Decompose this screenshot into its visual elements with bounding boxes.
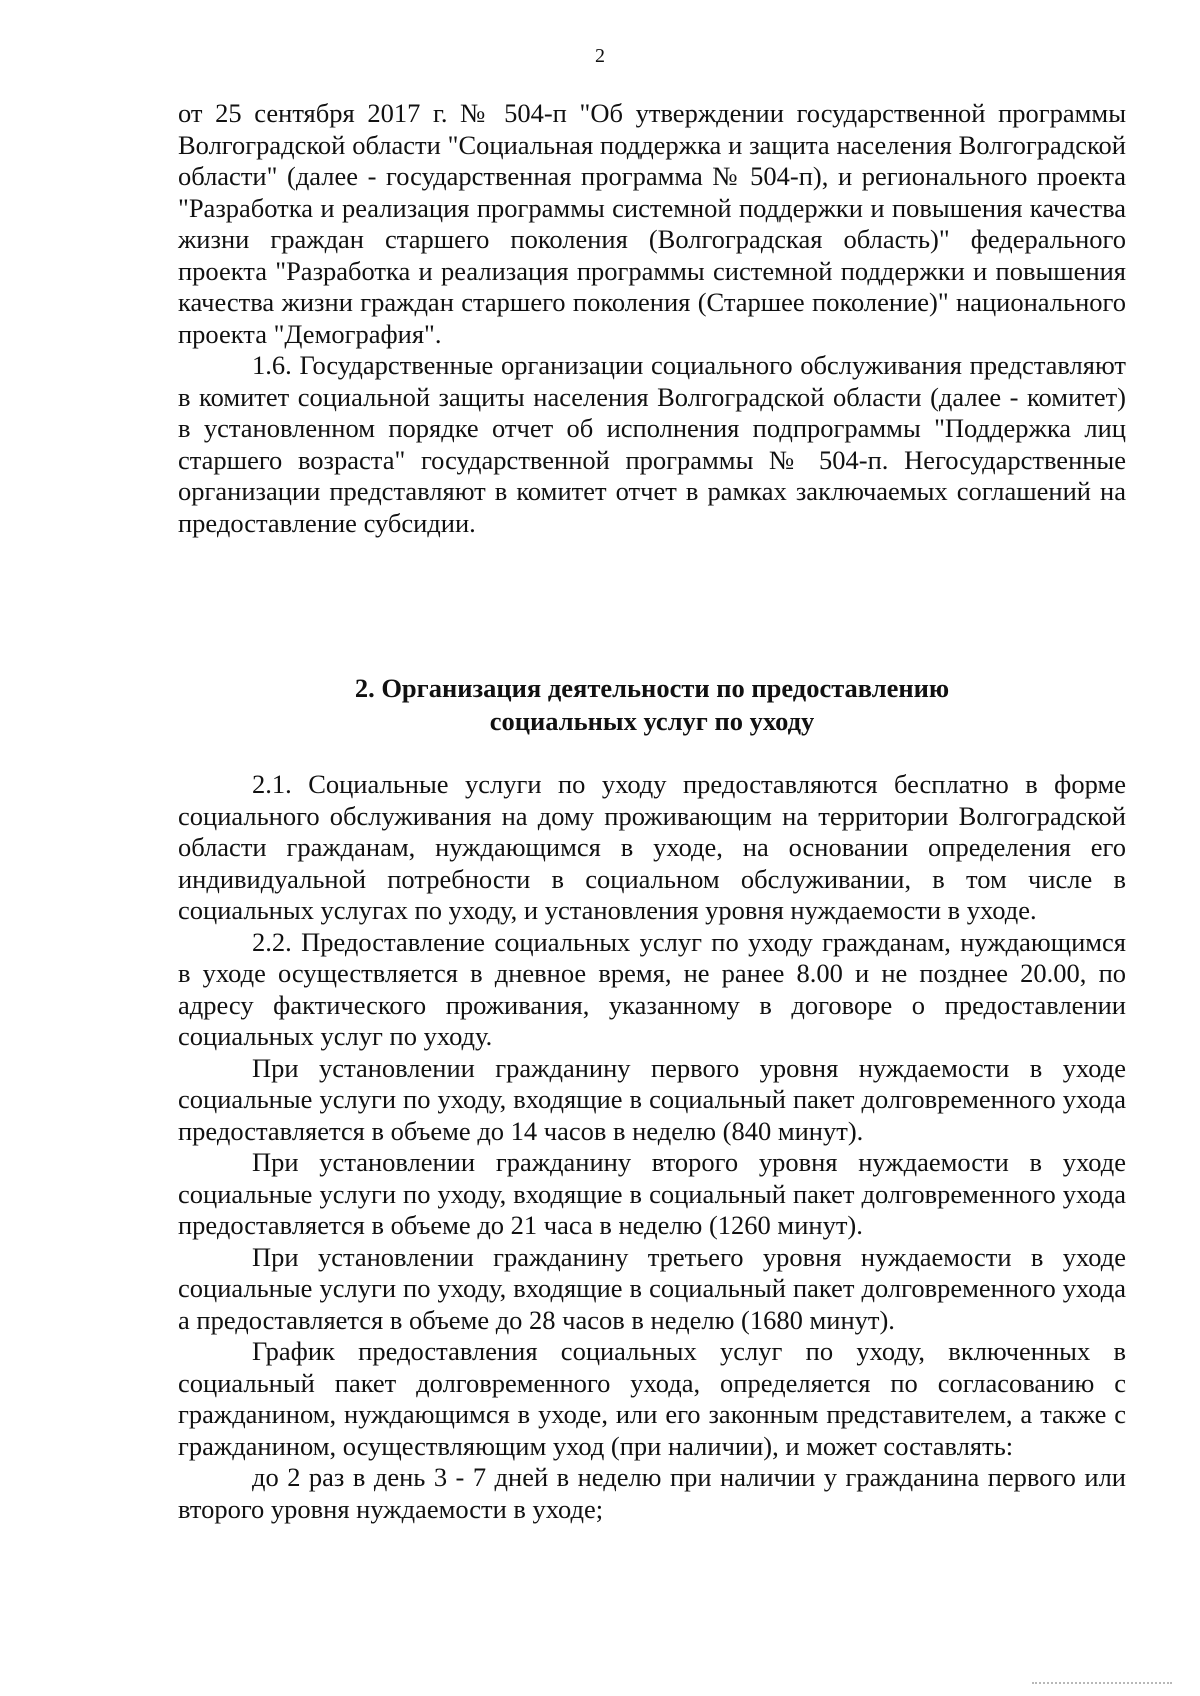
paragraph-schedule-item-1: до 2 раз в день 3 - 7 дней в неделю при наличии у гражданина первого или второго уровня нуждаемости в уходе;: [178, 1462, 1126, 1524]
paragraph-2-2: 2.2. Предоставление социальных услуг по уходу гражданам, нуждающимся в уходе осуществляется в дневное время, не ранее 8.00 и не позднее 20.00, по адресу фактического проживания, указанному в договоре о предоставлении социальных услуг по уходу.: [178, 926, 1126, 1051]
paragraph-schedule: График предоставления социальных услуг по уходу, включенных в социальный пакет долговременного ухода, определяется по согласованию с гражданином, нуждающимся в уходе, или его законным представителем, а также с гражданином, осуществляющим уход (при наличии), и может составлять:: [178, 1336, 1126, 1461]
paragraph-program-reference: от 25 сентября 2017 г. № 504-п "Об утверждении государственной программы Волгоградской области "Социальная поддержка и защита населения Волгоградской области" (далее - государственная программа № 504-п), и регионального проекта "Разработка и реализация программы системной поддержки и повышения качества жизни граждан старшего поколения (Волгоградская область)" федерального проекта "Разработка и реализация программы системной поддержки и повышения качества жизни граждан старшего поколения (Старшее поколение)" национального проекта "Демография".: [178, 98, 1126, 349]
paragraph-1-6: 1.6. Государственные организации социального обслуживания представляют в комитет социальной защиты населения Волгоградской области (далее - комитет) в установленном порядке отчет об исполнения подпрограммы "Поддержка лиц старшего возраста" государственной программы № 504-п. Негосударственные организации представляют в комитет отчет в рамках заключаемых соглашений на предоставление субсидии.: [178, 350, 1126, 538]
scan-artifact: [1032, 1682, 1172, 1686]
paragraph-2-1: 2.1. Социальные услуги по уходу предоставляются бесплатно в форме социального обслуживания на дому проживающим на территории Волгоградской области гражданам, нуждающимся в уходе, на основании определения его индивидуальной потребности в социальном обслуживании, в том числе в социальных услугах по уходу, и установления уровня нуждаемости в уходе.: [178, 769, 1126, 925]
paragraph-level-1: При установлении гражданину первого уровня нуждаемости в уходе социальные услуги по уходу, входящие в социальный пакет долговременного ухода предоставляется в объеме до 14 часов в неделю (840 минут).: [178, 1052, 1126, 1146]
section-heading-line-1: 2. Организация деятельности по предоставлению: [354, 673, 950, 703]
page-number: 2: [595, 45, 605, 67]
paragraph-level-3: При установлении гражданину третьего уровня нуждаемости в уходе социальные услуги по уходу, входящие в социальный пакет долговременного ухода а предоставляется в объеме до 28 часов в неделю (1680 минут).: [178, 1241, 1126, 1335]
paragraph-level-2: При установлении гражданину второго уровня нуждаемости в уходе социальные услуги по уходу, входящие в социальный пакет долговременного ухода предоставляется в объеме до 21 часа в неделю (1260 минут).: [178, 1147, 1126, 1240]
text-block-section-2: [178, 769, 1126, 1525]
text-block-intro: [178, 98, 1126, 539]
section-heading: [178, 672, 1126, 738]
section-heading-line-2: социальных услуг по уходу: [489, 706, 815, 736]
